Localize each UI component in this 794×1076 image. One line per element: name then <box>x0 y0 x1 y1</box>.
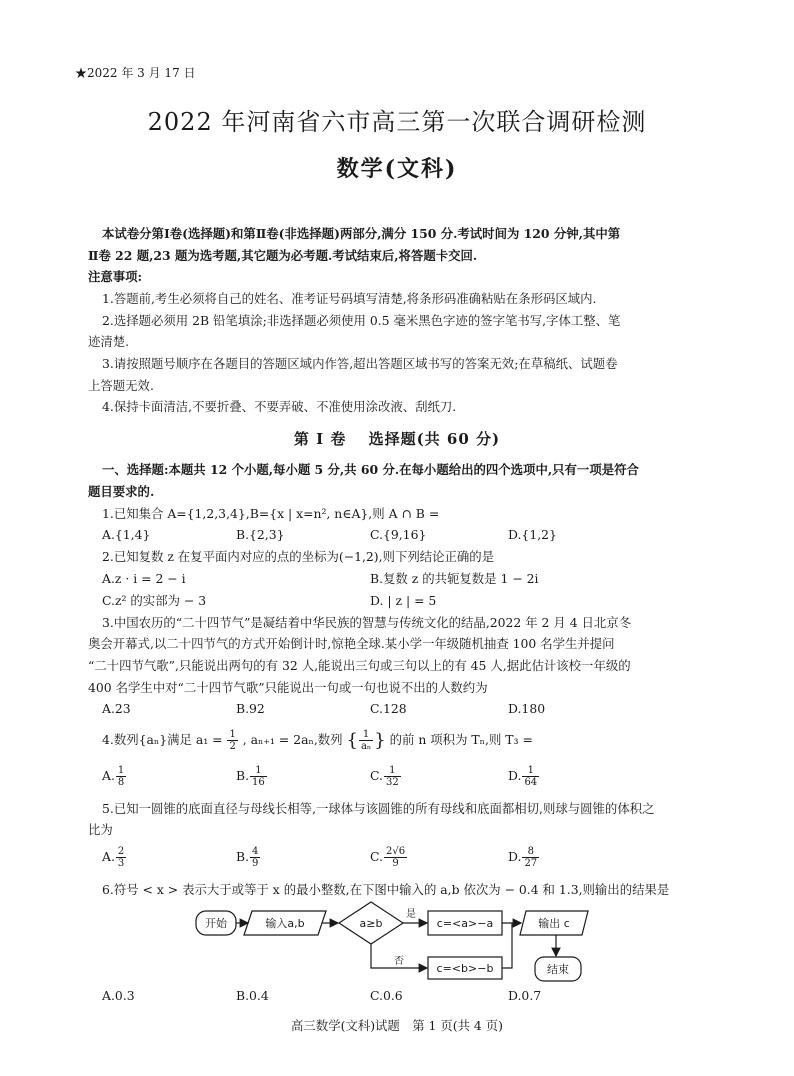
flowchart <box>190 900 620 988</box>
q6-option-d: D.0.7 <box>508 988 542 1003</box>
flow-yes-label: 是 <box>406 909 416 920</box>
q5-a-den: 3 <box>117 858 125 869</box>
q2-stem: 2.已知复数 z 在复平面内对应的点的坐标为(−1,2),则下列结论正确的是 <box>102 549 495 564</box>
q4-d-den: 64 <box>524 777 538 788</box>
page-footer: 高三数学(文科)试题 第 1 页(共 4 页) <box>291 1018 503 1033</box>
q4-a-den: 8 <box>117 777 125 788</box>
q5-option-d <box>508 846 540 869</box>
q5-d-num: 8 <box>522 846 539 858</box>
flow-end-text: 结束 <box>547 963 569 976</box>
q5-option-b <box>236 846 261 869</box>
q5-c-label: C. <box>370 849 383 864</box>
q1-option-b: B.{2,3} <box>236 527 285 542</box>
flow-merge-line <box>502 923 512 968</box>
q4-a-num: 1 <box>117 765 125 776</box>
q4-fraction-a1 <box>227 729 237 752</box>
q4-stem-part-3: 的前 n 项积为 Tₙ,则 T₃ = <box>389 732 533 747</box>
q4-option-a <box>102 765 127 788</box>
notes-heading: 注意事项: <box>88 269 143 284</box>
q5-c-num: 2√6 <box>385 846 406 857</box>
q4-d-num: 1 <box>522 765 539 777</box>
flow-cond-text: a≥b <box>359 917 383 930</box>
q5-a-label: A. <box>102 849 115 864</box>
q5-d-den: 27 <box>524 858 538 869</box>
q6-option-b: B.0.4 <box>236 988 269 1003</box>
q4-stem: 4.数列{aₙ}满足 a₁ = $\frac{1}{2}$ , aₙ₊₁ = 2aₙ,数列 { $\frac{1}{\text{aₙ}}$ } 的前 n 项积为 Tₙ,则 T₃ = <box>102 729 533 752</box>
q4-d-label: D. <box>508 768 522 783</box>
q3-line-2: 奥会开幕式,以二十四节气的方式开始倒计时,惊艳全球.某小学一年级随机抽查 100 名学生并提问 <box>88 636 615 651</box>
flow-output-text: 输出 c <box>538 917 570 930</box>
q5-option-a <box>102 846 127 869</box>
exam-title: 2022 年河南省六市高三第一次联合调研检测 <box>147 108 647 136</box>
q4-option-d <box>508 765 540 788</box>
q4-stem-part-2: , aₙ₊₁ = 2aₙ,数列 <box>242 732 343 747</box>
intro-line-1: 本试卷分第Ⅰ卷(选择题)和第Ⅱ卷(非选择题)两部分,满分 150 分.考试时间为 120 分钟,其中第 <box>102 226 621 241</box>
q3-option-c: C.128 <box>370 701 407 716</box>
q4-b-num: 1 <box>250 765 267 777</box>
q4-a-label: A. <box>102 768 115 783</box>
q4-c-num: 1 <box>384 765 401 777</box>
q6-stem: 6.符号 < x > 表示大于或等于 x 的最小整数,在下图中输入的 a,b 依次为 − 0.4 和 1.3,则输出的结果是 <box>102 882 670 897</box>
exam-date: ★2022 年 3 月 17 日 <box>75 66 196 80</box>
q5-line-1: 5.已知一圆锥的底面直径与母线长相等,一球体与该圆锥的所有母线和底面都相切,则球与圆锥的体积之 <box>102 801 655 816</box>
q5-d-label: D. <box>508 849 522 864</box>
section-heading: 第 Ⅰ 卷 选择题(共 60 分) <box>293 430 501 448</box>
q6-option-a: A.0.3 <box>102 988 135 1003</box>
part1-line-2: 题目要求的. <box>88 484 155 499</box>
note-4: 4.保持卡面清洁,不要折叠、不要弄破、不准使用涂改液、刮纸刀. <box>102 399 457 414</box>
flow-start-text: 开始 <box>205 917 227 930</box>
q3-line-3: “二十四节气歌”,只能说出两句的有 32 人,能说出三句或三句以上的有 45 人,据此估计该校一年级的 <box>88 658 631 673</box>
note-2b: 迹清楚. <box>88 334 130 349</box>
q2-option-a: A.z · i = 2 − i <box>102 571 186 586</box>
q2-option-b: B.复数 z 的共轭复数是 1 − 2i <box>370 571 539 586</box>
q5-b-label: B. <box>236 849 250 864</box>
flow-input-text: 输入a,b <box>265 917 305 930</box>
q4-c-label: C. <box>370 768 383 783</box>
q4-f2-den: aₙ <box>360 741 372 752</box>
q5-b-den: 9 <box>252 858 259 869</box>
q5-b-num: 4 <box>252 846 259 857</box>
q3-option-a: A.23 <box>102 701 131 716</box>
q4-option-b <box>236 765 268 788</box>
exam-subtitle: 数学(文科) <box>336 156 458 182</box>
q4-option-c <box>370 765 402 788</box>
q4-stem-part-1: 4.数列{aₙ}满足 a₁ = <box>102 732 223 747</box>
note-3b: 上答题无效. <box>88 378 154 393</box>
q5-line-2: 比为 <box>88 822 113 837</box>
q4-fraction-inv <box>359 729 373 752</box>
q4-f1-num: 1 <box>229 729 236 740</box>
q1-option-c: C.{9,16} <box>370 527 427 542</box>
flow-no-box-text: c=<b>−b <box>436 962 494 975</box>
q6-option-c: C.0.6 <box>370 988 403 1003</box>
q3-option-b: B.92 <box>236 701 265 716</box>
q5-c-den: 9 <box>392 858 399 869</box>
q2-option-c: C.z² 的实部为 − 3 <box>102 593 207 608</box>
q4-f1-den: 2 <box>229 741 236 752</box>
q4-b-den: 16 <box>252 777 265 788</box>
intro-line-2: Ⅱ卷 22 题,23 题为选考题,其它题为必考题.考试结束后,将答题卡交回. <box>88 248 478 263</box>
note-2a: 2.选择题必须用 2B 铅笔填涂;非选择题必须使用 0.5 毫米黑色字迹的签字笔书写,字体工整、笔 <box>102 313 621 328</box>
note-3a: 3.请按照题号顺序在各题目的答题区域内作答,超出答题区域书写的答案无效;在草稿纸、试题卷 <box>102 356 618 371</box>
note-1: 1.答题前,考生必须将自己的姓名、准考证号码填写清楚,将条形码准确粘贴在条形码区域内. <box>102 291 597 306</box>
q5-a-num: 2 <box>117 846 125 857</box>
q1-option-a: A.{1,4} <box>102 527 151 542</box>
q3-line-1: 3.中国农历的“二十四节气”是凝结着中华民族的智慧与传统文化的结晶,2022 年 2 月 4 日北京冬 <box>102 615 632 630</box>
q4-b-label: B. <box>236 768 250 783</box>
q4-f2-num: 1 <box>359 729 373 741</box>
q2-option-d: D. | z | = 5 <box>370 593 437 608</box>
q3-option-d: D.180 <box>508 701 546 716</box>
flow-yes-box-text: c=<a>−a <box>436 917 494 930</box>
q3-line-4: 400 名学生中对“二十四节气歌”只能说出一句或一句也说不出的人数约为 <box>88 680 488 695</box>
part1-line-1: 一、选择题:本题共 12 个小题,每小题 5 分,共 60 分.在每小题给出的四个选项中,只有一项是符合 <box>102 462 639 477</box>
q5-option-c <box>370 846 408 869</box>
q4-c-den: 32 <box>385 777 399 788</box>
flow-no-label: 否 <box>394 956 404 967</box>
q1-stem: 1.已知集合 A={1,2,3,4},B={x | x=n², n∈A},则 A ∩ B = <box>102 506 440 521</box>
q1-option-d: D.{1,2} <box>508 527 557 542</box>
